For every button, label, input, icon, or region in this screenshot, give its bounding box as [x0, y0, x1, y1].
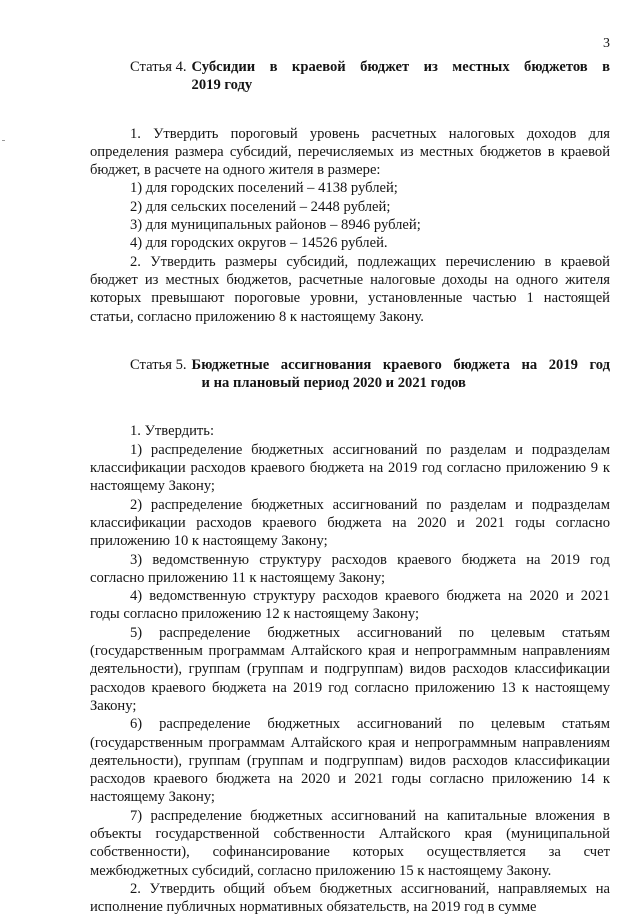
article-4-paragraph: 2) для сельских поселений – 2448 рублей;	[130, 198, 391, 215]
article-5-paragraph: 2. Утвердить общий объем бюджетных ассигнований, направляемых на исполнение публичных нормативных обязательств, на 2019 год в сумме	[90, 880, 610, 916]
article-4-title-line2: 2019 году	[191, 77, 253, 94]
article-5-title-line2: и на плановый период 2020 и 2021 годов	[201, 375, 466, 392]
article-5-paragraph: 1) распределение бюджетных ассигнований по разделам и подразделам классификации расходов краевого бюджета на 2019 год согласно приложению 9 к настоящему Закону;	[90, 441, 610, 495]
article-5-paragraph: 7) распределение бюджетных ассигнований на капитальные вложения в объекты государственной собственности Алтайского края (муниципальной собственности), софинансирование которых осуществляется за счет межбюджетных субсидий, согласно приложению 15 к настоящему Закону.	[90, 807, 610, 879]
article-5-paragraph: 5) распределение бюджетных ассигнований по целевым статьям (государственным программам Алтайского края и непрограммным направлениям деятельности), группам (группам и подгруппам) видов расходов классификации расходов краевого бюджета на 2019 год согласно приложению 13 к настоящему Закону;	[90, 624, 610, 714]
article-4-paragraph: 3) для муниципальных районов – 8946 рублей;	[130, 217, 421, 234]
article-5-heading	[90, 356, 610, 393]
article-4-heading	[90, 58, 610, 95]
article-5-paragraph: 3) ведомственную структуру расходов краевого бюджета на 2019 год согласно приложению 11 к настоящему Закону;	[90, 551, 610, 586]
article-5-paragraph: 2) распределение бюджетных ассигнований по разделам и подразделам классификации расходов краевого бюджета на 2020 и 2021 годы согласно приложению 10 к настоящему Закону;	[90, 496, 610, 550]
article-4-title	[192, 58, 610, 95]
article-5-paragraph: 1. Утвердить:	[130, 423, 215, 440]
article-5-title-line1: Бюджетные ассигнования краевого бюджета на 2019 год	[191, 356, 610, 373]
article-5-title	[192, 356, 610, 393]
article-4-label: Статья 4.	[130, 59, 187, 75]
document-body	[90, 58, 610, 916]
page-number: 3	[603, 36, 610, 51]
article-4-paragraph: 4) для городских округов – 14526 рублей.	[130, 235, 388, 252]
article-5-paragraph: 6) распределение бюджетных ассигнований по целевым статьям (государственным программам Алтайского края и непрограммным направлениям деятельности), группам (группам и подгруппам) видов расходов классификации расходов краевого бюджета на 2020 и 2021 годы согласно приложению 14 к настоящему Закону;	[90, 716, 610, 806]
article-4-paragraph: 2. Утвердить размеры субсидий, подлежащих перечислению в краевой бюджет из местных бюджетов, расчетные налоговые доходы на одного жителя которых превышают пороговые уровни, установленные частью 1 настоящей статьи, согласно приложению 8 к настоящему Закону.	[90, 253, 610, 325]
article-4-paragraph: 1) для городских поселений – 4138 рублей;	[130, 180, 398, 197]
scan-mark	[2, 140, 5, 141]
article-5-label: Статья 5.	[130, 356, 187, 373]
article-5-paragraph: 4) ведомственную структуру расходов краевого бюджета на 2020 и 2021 годы согласно приложению 12 к настоящему Закону;	[90, 588, 610, 623]
article-4-paragraph: 1. Утвердить пороговый уровень расчетных налоговых доходов для определения размера субсидий, перечисляемых из местных бюджетов в краевой бюджет, в расчете на одного жителя в размере:	[90, 125, 610, 179]
article-4-title-line1: Субсидии в краевой бюджет из местных бюджетов в	[191, 59, 610, 75]
